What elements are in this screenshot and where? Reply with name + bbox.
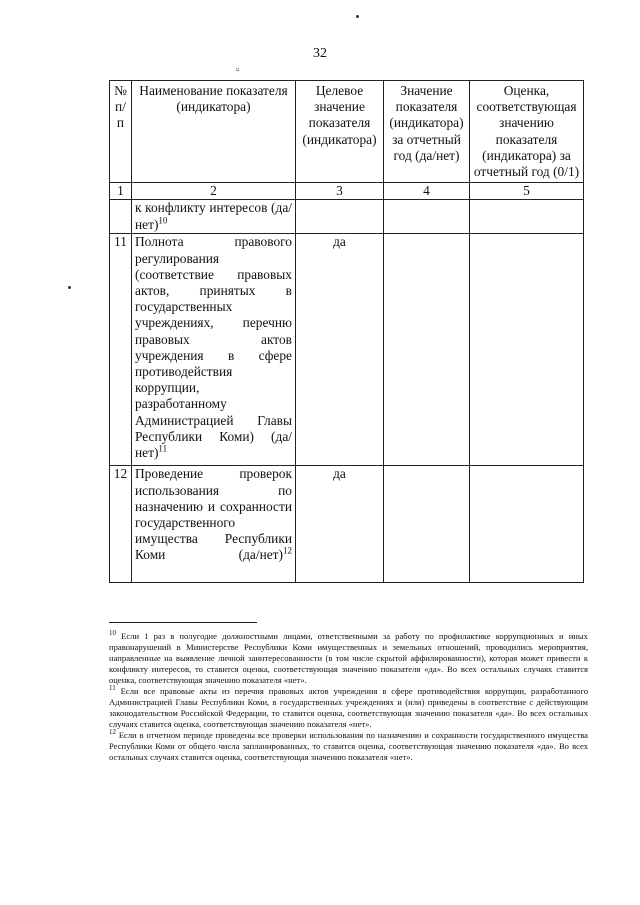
row-number [110,200,132,234]
row-score [470,200,584,234]
row-target: да [296,234,384,466]
header-name: Наименование показателя (индикатора) [132,81,296,183]
column-number: 1 [110,183,132,200]
row-score [470,466,584,583]
footnote-number: 10 [109,629,116,638]
scan-mark: ⸚ [236,65,240,76]
footnote-number: 12 [109,728,116,737]
table-header-row [110,81,584,183]
row-target: да [296,466,384,583]
row-value [384,200,470,234]
row-name-text: Проведение проверок использования по назначению и сохранности государственного имущества Республики Коми (да/нет) [135,466,292,563]
row-name-text: Полнота правового регулирования (соответствие правовых актов, принятых в государственных учреждениях, перечню правовых актов учреждения в сфере противодействия коррупции, разработанному Администрацией Главы Республики Коми) (да/нет) [135,234,292,461]
footnote [109,730,588,763]
footnote-ref: 12 [283,545,292,556]
footnote-divider [109,622,257,623]
footnote-text: Если 1 раз в полугодие должностными лицами, ответственными за работу по профилактике коррупционных и иных правонарушений в Министерстве Республики Коми имущественных и земельных отношений, проводились мероприятия, направленные на выявление личной заинтересованности (в том числе скрытой аффилированности), которая может привести к конфликту интересов, то ставится оценка, соответствующая значению показателя «да». Во всех остальных случаях ставится оценка, соответствующая значению показателя «нет». [109,631,588,685]
footnote-ref: 11 [158,443,168,454]
footnote-number: 11 [109,684,116,693]
indicators-table [109,80,584,583]
footnote-ref: 10 [158,215,168,226]
row-number: 12 [110,466,132,583]
column-number: 4 [384,183,470,200]
scan-speck [356,15,359,18]
row-name [132,466,296,583]
row-value [384,466,470,583]
row-value [384,234,470,466]
column-number: 3 [296,183,384,200]
page-number: 32 [313,46,327,61]
footnote [109,631,588,686]
column-number: 5 [470,183,584,200]
table-row [110,200,584,234]
row-name [132,200,296,234]
footnote-text: Если все правовые акты из перечня правовых актов учреждения в сфере противодействия коррупции, разработанного Администрацией Главы Республики Коми, в государственных учреждениях и (или) приведены в соответствие с действующим законодательством Российской Федерации, то ставится оценка, соответствующая значению показателя «да». Во всех остальных случаях ставится оценка, соответствующая значению показателя «нет». [109,686,588,729]
footnotes [109,631,588,763]
row-score [470,234,584,466]
row-name-text: к конфликту интересов (да/нет) [135,200,292,232]
header-target: Целевое значение показателя (индикатора) [296,81,384,183]
header-value: Значение показателя (индикатора) за отчетный год (да/нет) [384,81,470,183]
table-row [110,466,584,583]
header-score: Оценка, соответствующая значению показателя (индикатора) за отчетный год (0/1) [470,81,584,183]
row-target [296,200,384,234]
footnote [109,686,588,730]
scan-speck [68,286,71,289]
column-numbers-row [110,183,584,200]
header-number: № п/п [110,81,132,183]
table-row [110,234,584,466]
footnote-text: Если в отчетном периоде проведены все проверки использования по назначению и сохранности государственного имущества Республики Коми от общего числа запланированных, то ставится оценка, соответствующая значению показателя «да». Во всех остальных случаях ставится оценка, соответствующая значению показателя «нет». [109,730,588,762]
row-name [132,234,296,466]
row-number: 11 [110,234,132,466]
column-number: 2 [132,183,296,200]
